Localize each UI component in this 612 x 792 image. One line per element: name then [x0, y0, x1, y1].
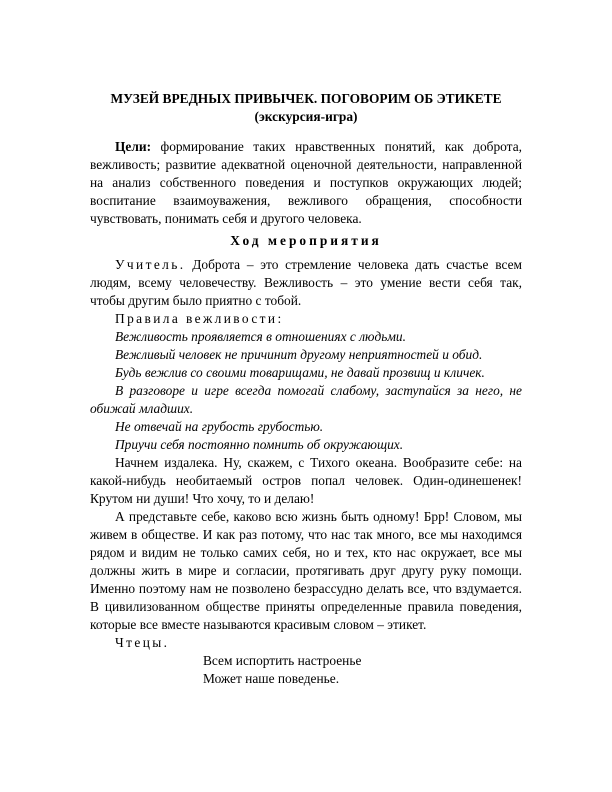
section-heading: Ход мероприятия: [230, 233, 382, 248]
teacher-label: Учитель.: [115, 257, 186, 272]
goals-paragraph: [90, 138, 522, 228]
goals-label: Цели:: [115, 139, 152, 154]
poem: [90, 652, 522, 688]
rule-item: Вежливый человек не причинит другому неприятностей и обид.: [115, 347, 483, 362]
rule-item: В разговоре и игре всегда помогай слабому, заступайся за него, не обижай младших.: [90, 383, 522, 416]
teacher-paragraph: [90, 256, 522, 310]
rule-item: Не отвечай на грубость грубостью.: [115, 419, 324, 434]
rule-item: Приучи себя постоянно помнить об окружающих.: [115, 437, 404, 452]
rule-item: Будь вежлив со своими товарищами, не давай прозвищ и кличек.: [115, 365, 485, 380]
goals-text: формирование таких нравственных понятий, как доброта, вежливость; развитие адекватной оценочной деятельности, направленной на анализ собственного поведения и поступков окружающих людей; воспитание взаимоуважения, вежливого обращения, способности чувствовать, понимать себя и другого человека.: [90, 139, 522, 226]
body-paragraph: А представьте себе, каково всю жизнь быть одному! Брр! Словом, мы живем в обществе. И как раз потому, что нас так много, все мы находимся рядом и видим не только самих себя, но и тех, кто нас окружает, все мы должны жить в мире и согласии, протягивать друг другу руку помощи. Именно поэтому нам не позволено безрассудно делать все, что вздумается. В цивилизованном обществе приняты определенные правила поведения, которые все вместе называются красивым словом – этикет.: [90, 509, 522, 632]
document-title: МУЗЕЙ ВРЕДНЫХ ПРИВЫЧЕК. ПОГОВОРИМ ОБ ЭТИКЕТЕ: [110, 91, 502, 106]
teacher-text: Доброта – это стремление человека дать счастье всем людям, всему человечеству. Вежливость – это умение вести себя так, чтобы другим было приятно с тобой.: [90, 257, 522, 308]
rules-heading: Правила вежливости:: [115, 311, 284, 326]
document-subtitle: (экскурсия-игра): [254, 109, 358, 124]
readers-label: Чтецы.: [115, 635, 170, 650]
poem-line: Всем испортить настроенье: [203, 653, 362, 668]
poem-line: Может наше поведенье.: [203, 671, 340, 686]
body-paragraph: Начнем издалека. Ну, скажем, с Тихого океана. Вообразите себе: на какой-нибудь необитаемый остров попал человек. Один-одинешенек! Крутом ни души! Что хочу, то и делаю!: [90, 455, 522, 506]
rule-item: Вежливость проявляется в отношениях с людьми.: [115, 329, 406, 344]
